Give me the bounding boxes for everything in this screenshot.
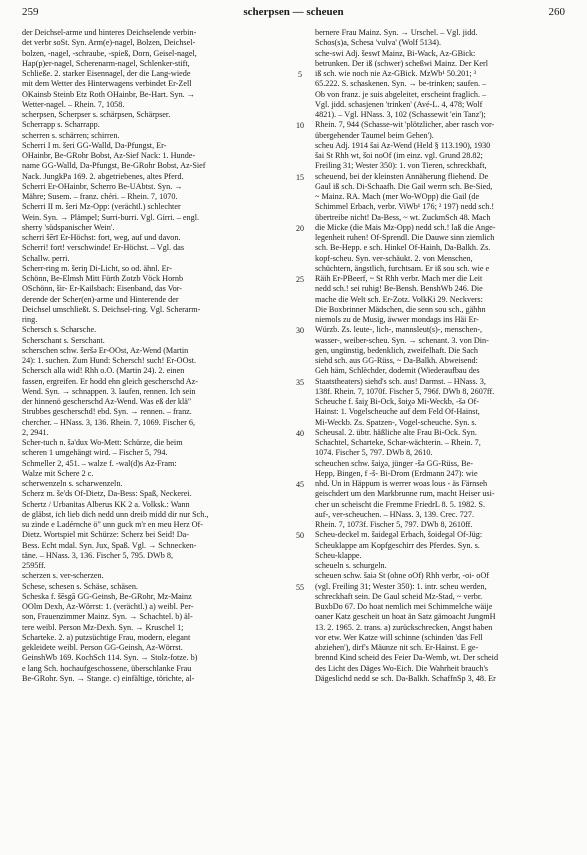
right-column-line: Schachtel, Scharteke, Schar-wächterin. – Rhein. 7,	[315, 438, 481, 447]
right-column-line: abziehen'), dirf's Mäunze nit sch. Er-Hainst. E ge-	[315, 643, 479, 652]
left-column-line: scheren 1 umgehängt wird. – Fischer 5, 794.	[22, 448, 168, 458]
running-headwords: scherpsen — scheuen	[243, 6, 344, 18]
right-column-line: Die Boxbrinner Mädschen, die senn sou sch., gähhn	[315, 304, 486, 314]
page-number-right: 260	[548, 6, 565, 18]
page-number-left: 259	[22, 6, 39, 18]
right-column-line: nhd. Un in Häppum is werrer woas lous - äs Färnseh	[315, 479, 488, 488]
left-column-line: Be-GRohr. Syn. → Stange. c) einfältige, törichte, al-	[22, 673, 195, 683]
right-column-line: Staatstheaters) siehd's sch. aus! Darmst. – HNass. 3,	[315, 376, 486, 386]
right-column-line: sch. Be-Hepp. e sch. Hinkel Of-Hainh, Da-Balkh. Zs.	[315, 243, 491, 253]
left-column-line: Scherri! fort! verschwinde! Er-Höchst. – Vgl. das	[22, 243, 185, 253]
right-column-line: Gaul iß sch. Di-Schaafh. Die Gail werrn sch. Be-Sied,	[315, 181, 493, 191]
line-number: 30	[296, 326, 304, 336]
right-column-line: Scheusal. 2. übtr. häßliche alte Frau Bi-Ock. Syn.	[315, 427, 477, 437]
left-column-line: OOlm Dexh, Az-Wörrst: 1. (verächtl.) a) weibl. Per-	[22, 602, 194, 611]
left-column-line: Schersch s. Scharsche.	[22, 325, 97, 335]
left-column-line: der hinnenö gescherschd Az-Wend. Was eß der klä"	[22, 397, 192, 406]
left-column-line: name GG-Walld, Da-Pfungst, Be-GRohr Bobst, Az-Sief	[22, 161, 206, 171]
left-column-line: Scharteke. 2. a) putzsüchtige Frau, modern, elegant	[22, 632, 191, 642]
right-column-line: niemols zu de Musig, äwwer mondags ins Häi Er-	[315, 315, 479, 324]
left-column-line: Dietz. Wortspiel mit Schürze: Scherz bei Seid! Da-	[22, 530, 189, 540]
left-column-line: de gläbst, ich lieb dich nedd unn dreib midd dir nur Sch.,	[22, 509, 209, 519]
right-column-line: 138f. Rhein. 7, 1070f. Fischer 5, 796f. DWb 8, 2607ff.	[315, 386, 495, 396]
left-column-line: Scherri I m. šeri GG-Walld, Da-Pfungst, Er-	[22, 140, 167, 150]
right-column-line: 65.222. S. schaskenen. Syn. → be-trinken; saufen. –	[315, 79, 487, 89]
left-column-line: scherschen schw. šeršə Er-OOst, Az-Wend (Martin	[22, 345, 189, 355]
right-column-line: schreckhaft sein. De Gaul scheid Mz-Stad, ~ verbr.	[315, 591, 483, 601]
right-column-line: übergehender Taumel beim Gehen').	[315, 130, 434, 140]
right-column-line: nedd sch.! sei ruhig! Be-Bensh. BenshWb 246. Die	[315, 284, 483, 294]
left-column-line: mit dem Wetter des Hinterwagens verbindet Er-Zell	[22, 79, 192, 89]
left-column-line: Deichsel umschließt. S. Deichsel-ring. Vgl. Scherarm-	[22, 304, 201, 314]
line-number: 40	[296, 428, 304, 438]
left-column-line: Mähre; Susem. – franz. chéri. – Rhein. 7, 1070.	[22, 192, 178, 201]
right-column-line: Mi-Weckb. Zs. Spatzen-, Vogel-scheuche. Syn. s.	[315, 417, 477, 427]
left-column-line: gekleidete weibl. Person GG-Geinsh, Az-Wörrst.	[22, 643, 183, 652]
right-column-line: (vgl. Freiling 31; Wester 350): 1. intr. scheu werden,	[315, 581, 487, 591]
right-column-line: Scheu-deckel m. šaidegəl Erbach, šoidegəl Of-Jüg:	[315, 530, 483, 540]
line-number: 10	[296, 121, 304, 131]
right-column-line: iß sch. wie noch nie Az-GBick. MzWb¹ 50.201; ³	[315, 69, 477, 78]
left-column-line: Scheska f. šēsgā GG-Geinsh, Be-GRohr, Mz-Mainz	[22, 591, 192, 601]
right-column	[315, 28, 566, 848]
right-column-line: brennd Kind scheid des Feier Da-Wemb, wt. Der scheid	[315, 653, 499, 663]
left-column-line: Schönn, Be-Elmsh Mitt Fürth Zotzb Vöck Hornb	[22, 274, 184, 283]
line-number: 45	[296, 480, 304, 489]
left-column-line: der Deichsel-arme und hinteres Deichselende verbin-	[22, 28, 197, 37]
right-column-line: scheuchen schw. šaiχə, jünger -šə GG-Rüss, Be-	[315, 458, 473, 468]
right-column-line: ~ Mainz. RA. Mach (mer Wo-WOpp) die Gail (de	[315, 192, 480, 201]
left-column-line: scherri šērī Er-Höchst: fort, weg, auf und davon.	[22, 233, 181, 242]
right-column-line: mache die Welt sch. Er-Zotz. VolkKi 29. Neckvers:	[315, 294, 483, 304]
left-column	[22, 28, 284, 848]
left-column-line: Wend. Syn. → schnappen. 3. laufen, rennen. Ich sein	[22, 386, 196, 396]
right-column-line: Vgl. jidd. schasjenen 'trinken' (Avé-L. 4, 478; Wolf	[315, 99, 483, 109]
right-column-line: Scheuche f. šaiχ Bi-Ock, šoiχə Mi-Weckb, -šə Of-	[315, 397, 479, 406]
right-column-line: geischdert um den Markbrunne rum, macht Heiser usi-	[315, 489, 495, 499]
left-column-line: Scherschant s. Serschant.	[22, 335, 105, 345]
line-number: 20	[296, 223, 304, 233]
right-column-line: BuxbDo 67. Do hoat nemlich mei Schimmelche wäije	[315, 602, 493, 611]
left-column-line: Wein. Syn. → Plämpel; Surri-burri. Vgl. Girri. – engl.	[22, 212, 200, 222]
right-column-line: betrunken. Der iß (schwer) scheßwi Mainz. Der Kerl	[315, 58, 489, 68]
left-column-line: 24): 1. suchen. Zum Hund: Schersch! such! Er-OOst.	[22, 356, 197, 365]
right-column-line: 4821). – Vgl. HNass. 3, 102 (Schassewit 'ein Tanz');	[315, 110, 486, 119]
line-number: 25	[296, 275, 304, 284]
left-column-line: Schmeller 2, 451. – walze f. -wal(d)s Az-Fram:	[22, 458, 177, 468]
right-column-line: bernere Frau Mainz. Syn. → Urschel. – Vgl. jidd.	[315, 28, 478, 37]
left-column-line: son, Frauenzimmer Mainz. Syn. → Schachtel. b) äl-	[22, 612, 193, 622]
right-column-line: Scheuklappe am Kopfgeschirr des Pferdes. Syn. s.	[315, 540, 480, 550]
right-column-line: auf-, ver-scheuchen. – HNass. 3, 139. Crec. 727.	[315, 509, 474, 519]
right-column-line: oaner Katz gescheit un hoat än Satz gämoacht JungmH	[315, 612, 496, 622]
right-column-line: Hepp, Bingen, f -š- Bi-Drom (Erdmann 247): wie	[315, 468, 478, 478]
left-column-line: e lang Sch. hochaufgeschossene, überschlanke Frau	[22, 663, 192, 673]
left-column-line: det verbr soSt. Syn. Arm(e)-nagel, Bolzen, Deichsel-	[22, 38, 196, 48]
right-column-line: Rhein. 7, 944 (Schasse-wit 'plötzlicher, aber rasch vor-	[315, 120, 495, 130]
page-header	[0, 0, 587, 24]
right-column-line: Hainst: 1. Vogelscheuche auf dem Feld Of-Hainst,	[315, 407, 480, 417]
line-number: 55	[296, 582, 304, 592]
right-column-line: Scheu-klappe.	[315, 550, 362, 560]
right-column-line: Rhein. 7, 1073f. Fischer 5, 797. DWb 8, 2610ff.	[315, 520, 473, 529]
left-column-line: 2595ff.	[22, 561, 46, 570]
right-column-line: 13. 2. 1965. 2. trans. a) zurückschrecken, Angst haben	[315, 622, 493, 632]
right-column-line: übertreibe nicht! Da-Bess, ~ wt. ZuckmSch 48. Mach	[315, 212, 491, 222]
line-number: 5	[298, 70, 302, 79]
left-column-line: Strubbes gescherschd! ebd. Syn. → rennen. – franz.	[22, 407, 192, 417]
left-column-line: ring.	[22, 315, 38, 324]
right-column-line: scheu Adj. 1914 šai Az-Wend (Held § 113.190), 1930	[315, 140, 491, 150]
right-column-line: scheuend, bei der kleinsten Annäherung fliehend. De	[315, 171, 489, 181]
right-column-line: des Licht des Däges Wo-Eich. Die Wahrheit brauch's	[315, 663, 489, 673]
left-column-line: Wetter-nagel. – Rhein. 7, 1058.	[22, 99, 125, 109]
left-column-line: scherwenzeln s. scharwenzeln.	[22, 479, 123, 488]
right-column-line: siehd sch. aus GG-Rüss, ~ Da-Balkh. Abweisend:	[315, 356, 478, 365]
right-column-line: Schos(s)a, Schesa 'vulva' (Wolf 5134).	[315, 38, 441, 48]
line-number: 35	[296, 377, 304, 387]
right-column-line: cher un scheischt die Fremme FriedrL 8. 5. 1982. S.	[315, 499, 486, 509]
left-column-line: Scherri Er-OHainbr, Scherro Be-UAbtst. Syn. →	[22, 181, 183, 191]
left-column-line: Schließe. 2. starker Eisennagel, der die Lang-wiede	[22, 69, 191, 78]
left-column-line: sherry 'südspanischer Wein'.	[22, 222, 115, 232]
right-column-line: legenheit ruhen! Of-Sprendl. Die Dauwe sinn ziemlich	[315, 233, 495, 242]
left-column-line: Scher-tuch n. šə'dux Wo-Mett: Schürze, die beim	[22, 438, 183, 447]
right-column-line: Würzb. Zs. leute-, lich-, mannsleut(s)-, menschen-,	[315, 325, 483, 335]
left-column-line: OHainbr, Be-GRohr Bobst, Az-Sief Nack: 1. Hunde-	[22, 151, 196, 160]
right-column-line: vor etw. Wer Katze will schinne (schinden 'das Fell	[315, 632, 483, 642]
left-column-line: täne. – HNass. 3, 136. Fischer 5, 795. DWb 8,	[22, 550, 173, 560]
right-column-line: šai St Rhh wt, šoi noOf (im einz. vgl. Grund 28.82;	[315, 151, 483, 160]
left-column-line: OSchönn, šir- Er-Kailsbach: Eisenband, das Vor-	[22, 284, 182, 294]
left-column-line: Scherz m. še'ds Of-Dietz, Da-Bess: Spaß, Neckerei.	[22, 489, 192, 499]
left-column-line: Bess. Echt mdal. Syn. Jux, Spaß. Vgl. → Schnecken-	[22, 540, 197, 550]
left-column-line: Scherri II m. šeri Mz-Opp: (verächtl.) schlechter	[22, 202, 181, 212]
left-column-line: Schersch alla wid! Rhh o.O. (Martin 24). 2. einen	[22, 366, 185, 376]
line-number: 15	[296, 172, 304, 182]
left-column-line: su zinde e Ladérnche ö" unn guck m'r en meu Herz Of-	[22, 520, 204, 529]
left-column-line: Schertz / Urbanitas Alberus KK 2 a. Volksk.: Wann	[22, 499, 190, 509]
left-column-line: chercher. – HNass. 3, 136. Rhein. 7, 1069. Fischer 6,	[22, 417, 196, 427]
left-column-line: bolzen, -nagel, -schraube, -spieß, Dorn, Geisel-nagel,	[22, 48, 197, 58]
left-column-line: scherren s. schärren; schirren.	[22, 130, 120, 140]
right-column-line: Freiling 31; Wester 350): 1. von Tieren, schreckhaft,	[315, 161, 487, 171]
left-column-line: Schallw. perri.	[22, 253, 70, 263]
right-column-line: wasser-, weiber-scheu. Syn. → schenant. 3. von Din-	[315, 335, 489, 345]
left-column-line: 2, 2941.	[22, 427, 49, 437]
left-column-line: Walze mit Schere 2 c.	[22, 468, 94, 478]
left-column-line: Nack. JungkPa 169. 2. abgetriebenes, altes Pferd.	[22, 171, 184, 181]
right-column-line: kopf-scheu. Syn. ver-schäukt. 2. von Menschen,	[315, 253, 473, 263]
right-column-line: scheueln s. schurgeln.	[315, 561, 387, 570]
left-column-line: Hap(p)er-nagel, Scherenarm-nagel, Schlenker-stift,	[22, 58, 190, 68]
right-column-line: Räih Er-PBeerf, ~ St Rhh verbr. Mach mer die Leit	[315, 274, 483, 283]
left-column-line: Schese, schesen s. Schäse, schäsen.	[22, 581, 138, 591]
right-column-line: die Micke (die Mais Mz-Opp) nedd sch.! laß die Ange-	[315, 222, 496, 232]
right-column-line: Ob von franz. je suis abgeleitet, erscheint fraglich. –	[315, 89, 487, 99]
right-column-line: schüchtern, ängstlich, furchtsam. Er iß sou sch. wie e	[315, 263, 490, 273]
right-column-line: scheuen schw. šaiə St (ohne oOf) Rhh verbr, -oi- oOf	[315, 571, 489, 581]
right-column-line: Dägeslichd nedd se sch. Da-Balkh. SchaffnSp 3, 48. Er	[315, 673, 496, 683]
left-column-line: fassen, ergreifen. Er hodd ehn gleich gescherschd Az-	[22, 376, 199, 386]
left-column-line: OKainsb Steinb Etz Roth OHainbr, Be-Hart. Syn. →	[22, 89, 195, 99]
right-column-line: Schimmel Erbach, verbr. ViWb¹ 176; ² 197) nedd sch.!	[315, 202, 495, 212]
left-column-line: scherpsen, Scherpser s. schärpsen, Schärpser.	[22, 110, 171, 119]
right-column-line: 1074. Fischer 5, 797. DWb 8, 2610.	[315, 448, 433, 458]
left-column-line: Scherrapp s. Scharrapp.	[22, 120, 100, 130]
left-column-line: tere weibl. Person Mz-Dexh. Syn. → Kruschel 1;	[22, 622, 184, 632]
right-column-line: sche-swi Adj. šeswī Mainz, Bi-Wack, Az-GBick:	[315, 48, 476, 58]
right-column-line: Geh häm, Schlèchder, dodemit (Wiederaufbau des	[315, 366, 480, 376]
right-column-line: gen, ungünstig, bedenklich, zweifelhaft. Die Sach	[315, 345, 479, 355]
line-number: 50	[296, 531, 304, 541]
left-column-line: GeinshWb 169. KochSch 114. Syn. → Stolz-fotze. b)	[22, 653, 198, 663]
left-column-line: Scherr-ring m. šeriŋ Di-Licht, so od. ähnl. Er-	[22, 263, 172, 273]
left-column-line: derende der Scher(en)-arme und Hinterende der	[22, 294, 179, 304]
left-column-line: scherzen s. ver-scherzen.	[22, 571, 104, 581]
